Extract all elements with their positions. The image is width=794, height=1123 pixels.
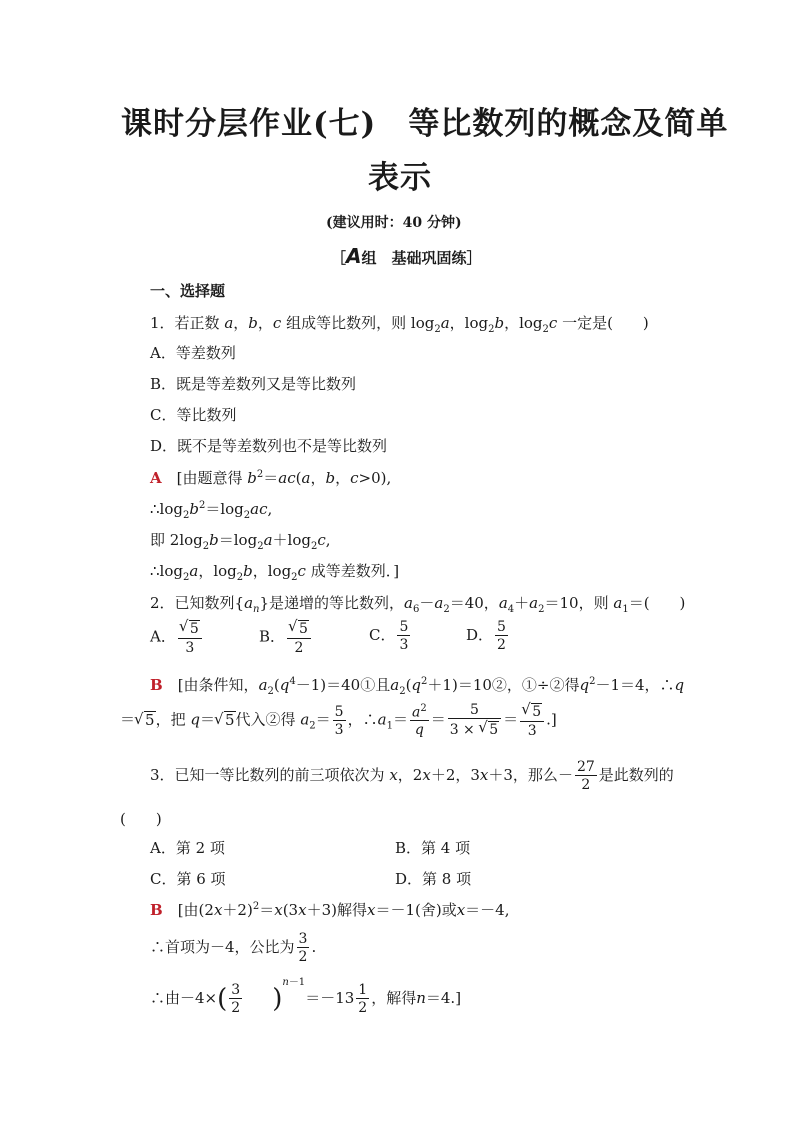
q2-solution-line2: ＝√ 5，把 q＝√ 5代入②得 $a_2=$ $\frac{5}{3}$ ，$\therefore a_1=$ $\frac{a^2}{q}$ ＝ $\frac{5}{3 \times √ 5}$ ＝ √ $\frac{5}{3}$ .] <box>120 703 557 738</box>
q3-solution-line2: ∴首项为－4，公比为 $\frac{3}{2}$ . <box>150 931 317 965</box>
q3-stem-paren: ( ) <box>120 810 162 828</box>
q1-option-d: D．既不是等差数列也不是等比数列 <box>150 437 388 455</box>
q1-solution-line1: A [由题意得 $b^2=ac(a$，b，c>0), <box>150 469 392 487</box>
time-note: (建议用时：40 分钟) <box>326 215 462 231</box>
q3-stem: 3．已知一等比数列的前三项依次为 x，2x＋2，3x＋3，那么－ $\frac{27}{2}$ 是此数列的 <box>150 759 674 793</box>
q3-option-d: D．第 8 项 <box>395 870 472 888</box>
group-label: 组 基础巩固练 <box>361 249 467 267</box>
q3-option-c: C．第 6 项 <box>150 870 226 888</box>
q1-option-b: B．既是等差数列又是等比数列 <box>150 375 357 393</box>
group-bracket-open: ［ <box>331 249 347 267</box>
q2-option-b: B． √ $\frac{5}{2}$ <box>259 620 313 655</box>
q1-stem: 1．若正数 a，b，c 组成等比数列，则 $\log_2a$，$\log_2b$，$\log_2c$ 一定是( ) <box>150 314 649 335</box>
q1-solution-line4: $\therefore\log_2a$，$\log_2b$，$\log_2c$ 成等差数列．] <box>150 562 400 583</box>
q2-solution-line1: B [由条件知，$a_2(q^4-1)=40①$且$a_2(q^2+1)=10②$，①÷②得$q^2-1=4$，∴q <box>150 676 685 697</box>
q2-option-d: D． $\frac{5}{2}$ <box>466 619 506 653</box>
q2-option-a: A． √ $\frac{5}{3}$ <box>150 620 204 655</box>
page-title-line2: 表示 <box>368 160 432 196</box>
q1-solution-line2: $\therefore\log_2b^2=\log_2ac$, <box>150 500 273 521</box>
q1-option-a: A．等差数列 <box>150 344 236 362</box>
q3-solution-line3: ∴由－4×( $\frac{3}{2}$ )$^{n-1}$＝－13 $\frac{1}{2}$ ，解得n＝4.] <box>150 977 462 1016</box>
q2-option-c: C． $\frac{5}{3}$ <box>369 619 409 653</box>
q1-solution-line3: 即 $2\log_2b=\log_2a+\log_2c$, <box>150 531 331 552</box>
group-heading <box>331 244 482 268</box>
q2-answer: B <box>150 676 163 694</box>
q2-stem: 2．已知数列$\{a_n\}$是递增的等比数列，$a_6-a_2=40$，$a_4+a_2=10$，则 $a_1=$( ) <box>150 594 686 615</box>
q3-option-a: A．第 2 项 <box>150 839 225 857</box>
q3-option-b: B．第 4 项 <box>395 839 471 857</box>
q1-answer: A <box>150 469 162 487</box>
q1-option-c: C．等比数列 <box>150 406 237 424</box>
q3-answer: B <box>150 901 163 919</box>
group-letter: A <box>346 244 362 268</box>
q3-solution-line1: B [由$(2x+2)^2=x(3x+3)$解得x＝－1(舍)或x＝－4, <box>150 901 510 919</box>
page-title: 课时分层作业(七) 等比数列的概念及简单 <box>121 106 729 142</box>
group-bracket-close: ］ <box>466 249 482 267</box>
section-heading: 一、选择题 <box>150 282 226 300</box>
